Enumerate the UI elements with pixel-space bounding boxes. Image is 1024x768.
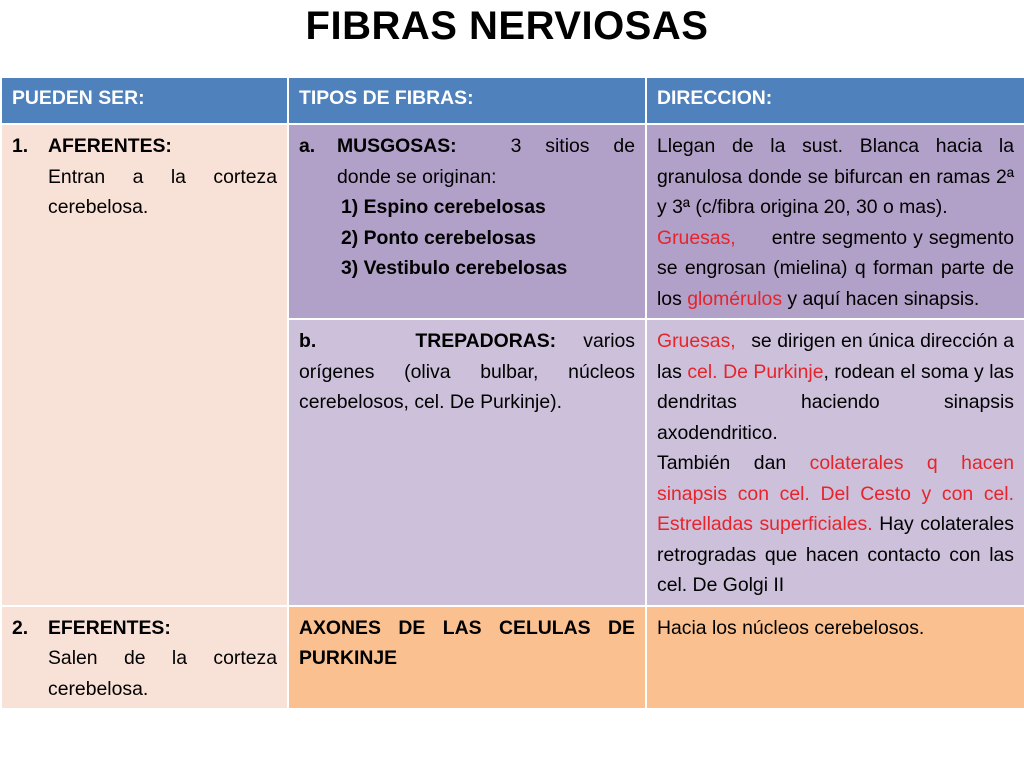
fibers-table [0,76,1024,710]
table-header-row [1,77,1024,124]
cell-trepadoras-direction [646,319,1024,606]
musgosas-direction-p2 [657,223,1014,315]
trepadoras-direction-p2b: Hay colaterales retrogradas que hacen contacto con las cel. De Golgi II [657,513,1014,596]
trepadoras-direction-p1 [657,326,1014,448]
afferent-heading [12,131,277,162]
afferent-number: 1. [12,135,29,157]
efferent-direction: Hacia los núcleos cerebelosos. [657,616,925,639]
efferent-type: AXONES DE LAS CELULAS DE PURKINJE [299,616,635,669]
trepadoras-direction-p2a: También dan [657,452,787,474]
musgosas-origin-2: 2) Ponto cerebelosas [341,226,537,249]
trepadoras-direction-p1b: , rodean el soma y las dendritas haciendo sinapsis axodendritico. [657,360,1014,444]
header-tipos-de-fibras: TIPOS DE FIBRAS: [288,77,646,124]
musgosas-origin-3: 3) Vestibulo cerebelosas [341,257,568,279]
musgosas-glomerulos: glomérulos [687,287,783,310]
trepadoras-letter: b. [299,330,317,352]
trepadoras-label: TREPADORAS: [415,330,557,352]
musgosas-origin-1: 1) Espino cerebelosas [341,196,546,218]
trepadoras-direction-p2 [657,448,1014,601]
table-row-musgosas [1,124,1024,319]
musgosas-direction-p1: Llegan de la sust. Blanca hacia la granulosa donde se bifurcan en ramas 2ª y 3ª (c/fibra origina 20, 30 o mas). [657,135,1014,218]
cell-musgosas-direction [646,124,1024,319]
musgosas-text [337,131,635,192]
musgosas-description: 3 sitios de donde se originan: [337,135,636,188]
cell-trepadoras [288,319,646,606]
musgosas-heading [299,131,635,192]
efferent-label: EFERENTES: [48,616,171,639]
trepadoras-description: varios orígenes (oliva bulbar, núcleos cerebelosos, cel. De Purkinje). [299,330,636,413]
musgosas-label: MUSGOSAS: [337,135,457,157]
efferent-number: 2. [12,616,29,639]
efferent-description: Salen de la corteza cerebelosa. [48,647,277,700]
trepadoras-direction-p1a: se dirigen en única dirección a las [657,330,1015,383]
trepadoras-purkinje: cel. De Purkinje [687,360,824,383]
page-title: FIBRAS NERVIOSAS [305,4,709,48]
musgosas-gruesas: Gruesas, [657,226,736,249]
header-direccion: DIRECCION: [646,77,1024,124]
musgosas-direction-p2a: entre segmento y segmento se engrosan (mielina) q forman parte de los [657,226,1014,310]
musgosas-direction-p2b: y aquí hacen sinapsis. [787,287,980,310]
header-pueden-ser: PUEDEN SER: [1,77,288,124]
table-row-efferent [1,606,1024,710]
musgosas-letter: a. [299,135,316,157]
trepadoras-text [299,326,635,418]
trepadoras-gruesas: Gruesas, [657,330,736,352]
cell-efferent-direction [646,606,1024,710]
efferent-heading [12,613,277,644]
cell-musgosas [288,124,646,319]
cell-efferent [1,606,288,710]
cell-efferent-type [288,606,646,710]
afferent-description: Entran a la corteza cerebelosa. [48,165,277,218]
afferent-label: AFERENTES: [48,135,172,157]
trepadoras-colaterales: colaterales q hacen sinapsis con cel. Del Cesto y con cel. Estrelladas superficiales. [657,452,1015,535]
cell-afferent [1,124,288,606]
